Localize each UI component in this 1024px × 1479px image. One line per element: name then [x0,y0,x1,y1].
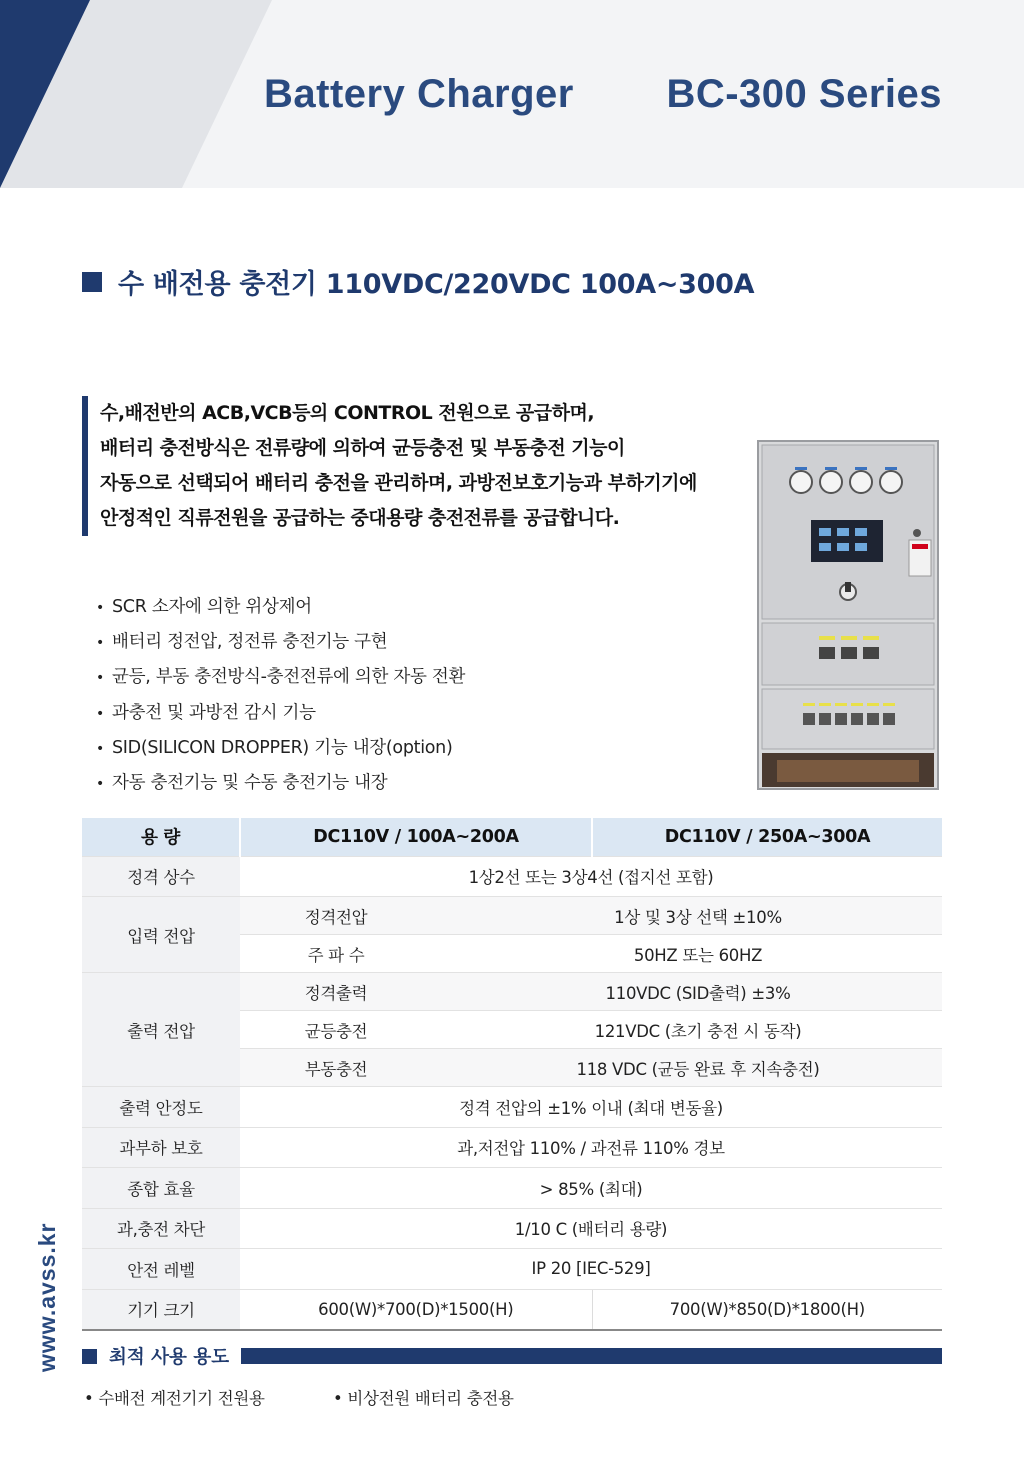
intro-line: 안정적인 직류전원을 공급하는 중대용량 충전전류를 공급합니다. [100,507,620,529]
list-item: • SID(SILICON DROPPER) 기능 내장(option) [96,731,465,766]
row-label: 안전 레벨 [82,1249,240,1290]
row-value: 1상2선 또는 3상4선 (접지선 포함) [240,856,942,897]
list-item: • 과충전 및 과방전 감시 기능 [96,696,465,731]
product-title: Battery Charger [264,72,574,116]
optimal-use-title: 최적 사용 용도 [109,1347,230,1368]
optimal-use-heading [82,1345,942,1367]
row-label: 종합 효율 [82,1168,240,1209]
bullet-icon: • [96,635,104,652]
table-header-model-a: DC110V / 100A~200A [240,818,592,856]
row-label: 출력 안정도 [82,1087,240,1128]
table-row [82,1208,942,1249]
square-bullet-icon [82,272,102,292]
sub-label: 부동충전 [240,1049,432,1087]
square-bullet-icon [82,1349,97,1364]
series-title: BC-300 Series [666,72,942,116]
table-row [82,973,942,1011]
table-header-capacity: 용 량 [82,818,240,856]
row-label: 입력 전압 [82,897,240,973]
row-label: 기기 크기 [82,1289,240,1330]
bullet-icon: • [96,776,104,793]
row-value: 과,저전압 110% / 과전류 110% 경보 [240,1127,942,1168]
sub-label: 정격전압 [240,897,432,935]
list-item: • 수배전 계전기기 전원용 [84,1389,265,1408]
charger-cabinet-image [757,440,939,790]
sub-label: 균등충전 [240,1011,432,1049]
row-value: 1상 및 3상 선택 ±10% [432,897,942,935]
table-row [82,856,942,897]
row-value: 110VDC (SID출력) ±3% [432,973,942,1011]
list-item: • 균등, 부동 충전방식-충전전류에 의한 자동 전환 [96,660,465,695]
list-item: • 자동 충전기능 및 수동 충전기능 내장 [96,766,465,801]
intro-line: 자동으로 선택되어 배터리 충전을 관리하며, 과방전보호기능과 부하기기에 [100,472,697,494]
list-item: • 비상전원 배터리 충전용 [333,1389,514,1408]
row-value: 700(W)*850(D)*1800(H) [592,1289,942,1330]
bullet-icon: • [96,670,104,687]
list-item: • 배터리 정전압, 정전류 충전기능 구현 [96,625,465,660]
spec-table [82,818,942,1331]
bullet-icon: • [84,1389,99,1408]
sub-label: 정격출력 [240,973,432,1011]
list-item: • SCR 소자에 의한 위상제어 [96,590,465,625]
feature-list [96,590,465,801]
row-value: 정격 전압의 ±1% 이내 (최대 변동율) [240,1087,942,1128]
row-value: 118 VDC (균등 완료 후 지속충전) [432,1049,942,1087]
row-value: 50HZ 또는 60HZ [432,935,942,973]
intro-line: 배터리 충전방식은 전류량에 의하여 균등충전 및 부동충전 기능이 [100,437,625,459]
heading-divider-bar [241,1348,942,1364]
bullet-icon: • [96,600,104,616]
section-heading-text: 수 배전용 충전기 110VDC/220VDC 100A~300A [118,269,755,300]
row-label: 정격 상수 [82,856,240,897]
intro-line: 수,배전반의 ACB,VCB등의 CONTROL 전원으로 공급하며, [100,402,595,424]
table-row [82,1289,942,1330]
intro-paragraph [82,396,697,536]
row-value: > 85% (최대) [240,1168,942,1209]
header-banner [0,0,1024,188]
website-url: www.avss.kr [34,1222,60,1372]
table-row [82,1127,942,1168]
bullet-icon: • [96,705,104,722]
table-row [82,1249,942,1290]
row-value: 121VDC (초기 충전 시 동작) [432,1011,942,1049]
bullet-icon: • [96,740,104,757]
table-header-model-b: DC110V / 250A~300A [592,818,942,856]
table-row [82,1087,942,1128]
table-row [82,897,942,935]
table-row [82,1168,942,1209]
row-value: 600(W)*700(D)*1500(H) [240,1289,592,1330]
row-value: 1/10 C (배터리 용량) [240,1208,942,1249]
bullet-icon: • [333,1389,348,1408]
row-label: 과,충전 차단 [82,1208,240,1249]
sub-label: 주 파 수 [240,935,432,973]
section-heading [82,262,754,301]
row-label: 과부하 보호 [82,1127,240,1168]
row-value: IP 20 [IEC-529] [240,1249,942,1290]
row-label: 출력 전압 [82,973,240,1087]
table-header-row [82,818,942,856]
